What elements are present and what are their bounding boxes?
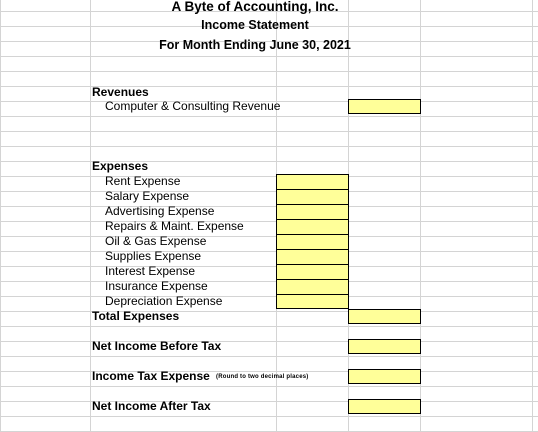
expense-line-label: Repairs & Maint. Expense [105, 219, 244, 233]
rounding-note: (Round to two decimal places) [216, 374, 309, 380]
income-tax-cell[interactable] [348, 369, 421, 384]
expense-line-label: Depreciation Expense [105, 294, 223, 308]
expense-line-label: Salary Expense [105, 189, 190, 203]
expenses-heading: Expenses [92, 159, 149, 173]
expense-line-label: Interest Expense [105, 264, 196, 278]
revenue-line-label: Computer & Consulting Revenue [105, 99, 281, 113]
expense-line-label: Advertising Expense [105, 204, 215, 218]
total-expenses-label: Total Expenses [92, 309, 180, 323]
expense-input-cell[interactable] [276, 204, 349, 220]
net-income-before-tax-label: Net Income Before Tax [92, 339, 222, 353]
expense-input-cell[interactable] [276, 294, 349, 309]
column-divider [90, 0, 91, 432]
statement-title: Income Statement [201, 18, 309, 32]
expense-line-label: Oil & Gas Expense [105, 234, 207, 248]
expense-line-label: Insurance Expense [105, 279, 208, 293]
expense-input-cell[interactable] [276, 219, 349, 235]
expense-input-cell[interactable] [276, 189, 349, 205]
column-divider [420, 0, 421, 432]
income-tax-label: Income Tax Expense [92, 369, 210, 383]
expense-input-cell[interactable] [276, 279, 349, 295]
total-expenses-cell[interactable] [348, 309, 421, 324]
expense-input-cell[interactable] [276, 174, 349, 190]
expense-input-cell[interactable] [276, 234, 349, 250]
expense-line-label: Rent Expense [105, 174, 181, 188]
net-income-before-tax-cell[interactable] [348, 339, 421, 354]
net-income-after-tax-label: Net Income After Tax [92, 399, 211, 413]
company-name: A Byte of Accounting, Inc. [171, 0, 339, 14]
expense-input-cell[interactable] [276, 264, 349, 280]
revenue-input-cell[interactable] [348, 99, 421, 114]
net-income-after-tax-cell[interactable] [348, 399, 421, 414]
revenues-heading: Revenues [92, 85, 149, 99]
expense-input-cell[interactable] [276, 249, 349, 265]
statement-period: For Month Ending June 30, 2021 [159, 38, 351, 52]
column-divider [532, 0, 533, 432]
expense-line-label: Supplies Expense [105, 249, 202, 263]
